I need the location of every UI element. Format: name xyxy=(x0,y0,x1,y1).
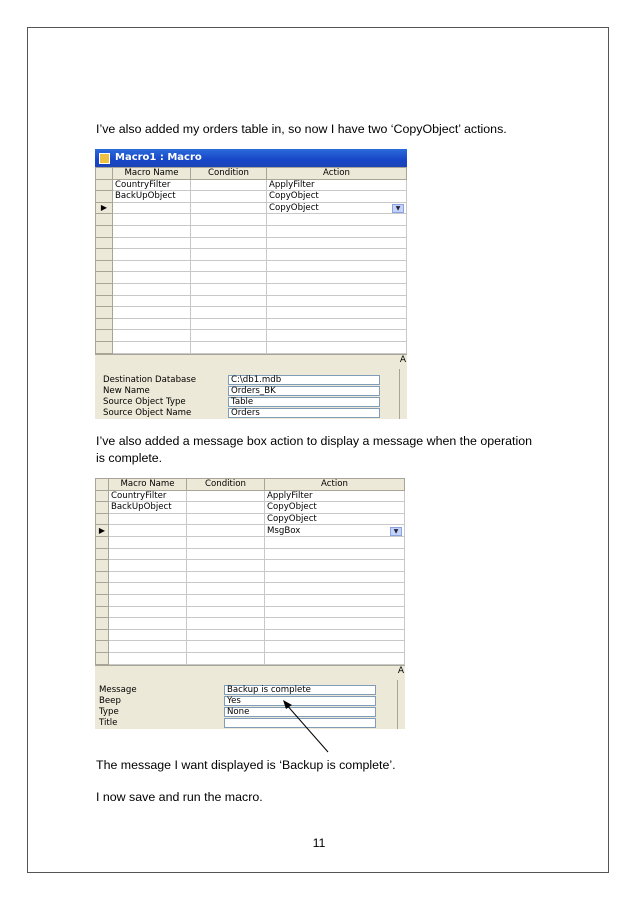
macro-name-cell[interactable]: BackUpObject xyxy=(109,502,187,514)
action-arguments-label: A xyxy=(397,665,404,676)
column-header-action[interactable]: Action xyxy=(267,168,407,180)
arrow-line xyxy=(285,703,328,752)
arrow-head xyxy=(283,700,292,709)
action-cell[interactable]: CopyObject xyxy=(265,502,405,514)
paragraph-message-text: The message I want displayed is ‘Backup is complete’. xyxy=(96,758,396,772)
beep-field[interactable]: Yes xyxy=(224,696,376,706)
action-value: CopyObject xyxy=(269,203,319,214)
column-header-macro-name[interactable]: Macro Name xyxy=(113,168,191,180)
page-number: 11 xyxy=(312,836,326,850)
new-name-field[interactable]: Orders_BK xyxy=(228,386,380,396)
current-row-arrow-icon: ▶ xyxy=(100,203,108,213)
paragraph-orders-table: I’ve also added my orders table in, so now I have two ‘CopyObject’ actions. xyxy=(96,122,507,136)
current-row-arrow-icon: ▶ xyxy=(98,525,106,535)
action-cell[interactable]: CopyObject xyxy=(265,513,405,525)
macro-name-cell[interactable]: CountryFilter xyxy=(109,490,187,502)
action-value: MsgBox xyxy=(267,525,301,536)
action-cell[interactable]: ApplyFilter xyxy=(265,490,405,502)
dropdown-arrow-icon[interactable]: ▼ xyxy=(390,527,402,536)
argument-label: Destination Database xyxy=(103,374,197,385)
column-header-macro-name[interactable]: Macro Name xyxy=(109,479,187,491)
column-header-action[interactable]: Action xyxy=(265,479,405,491)
type-field[interactable]: None xyxy=(224,707,376,717)
macro-name-cell[interactable]: BackUpObject xyxy=(113,191,191,203)
argument-label: Type xyxy=(99,706,119,717)
argument-label: Beep xyxy=(99,695,121,706)
source-object-type-field[interactable]: Table xyxy=(228,397,380,407)
dropdown-arrow-icon[interactable]: ▼ xyxy=(392,204,404,213)
argument-label: New Name xyxy=(103,385,150,396)
action-cell[interactable]: ApplyFilter xyxy=(267,179,407,191)
argument-label: Message xyxy=(99,684,137,695)
paragraph-save-run: I now save and run the macro. xyxy=(96,790,263,804)
column-header-condition[interactable]: Condition xyxy=(187,479,265,491)
action-cell[interactable]: CopyObject xyxy=(267,191,407,203)
destination-database-field[interactable]: C:\db1.mdb xyxy=(228,375,380,385)
paragraph-message-box: I’ve also added a message box action to display a message when the operation is complete. xyxy=(96,434,533,465)
window-title: Macro1 : Macro xyxy=(115,152,202,163)
action-arguments-label: A xyxy=(399,354,406,365)
source-object-name-field[interactable]: Orders xyxy=(228,408,380,418)
column-header-condition[interactable]: Condition xyxy=(191,168,267,180)
argument-label: Source Object Name xyxy=(103,407,192,418)
macro-name-cell[interactable]: CountryFilter xyxy=(113,179,191,191)
message-field[interactable]: Backup is complete xyxy=(224,685,376,695)
argument-label: Title xyxy=(99,717,118,728)
argument-label: Source Object Type xyxy=(103,396,186,407)
